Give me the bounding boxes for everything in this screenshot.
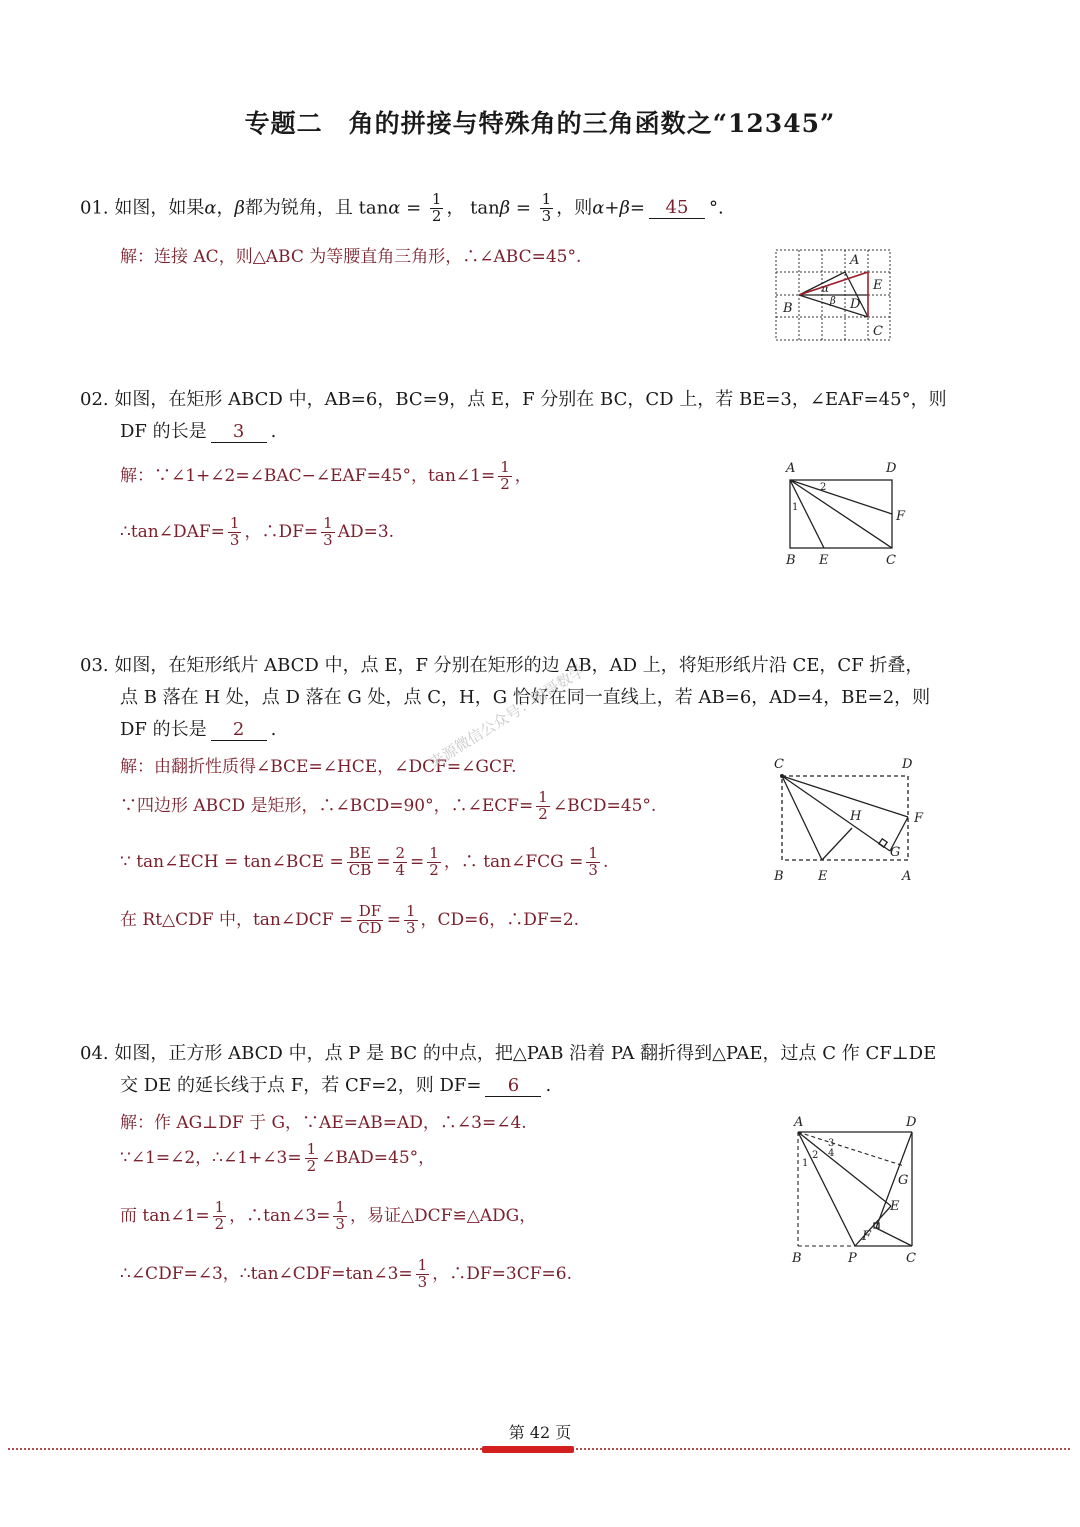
question-2-line-2: DF 的长是 3 . — [120, 421, 277, 442]
figure-3-folded-rectangle — [766, 750, 936, 890]
label-a: A — [850, 253, 860, 268]
label-g: G — [890, 845, 901, 860]
label-g: G — [898, 1173, 909, 1188]
solution-4-line-4: ∴∠CDF=∠3，∴tan∠CDF=tan∠3= $\frac{1}{3}$ ，∴DF=3CF=6. — [120, 1256, 572, 1291]
angle-4-label: 4 — [828, 1148, 835, 1159]
question-number: 02. — [80, 389, 109, 410]
angle-1-label: 1 — [792, 502, 799, 513]
label-f: F — [914, 811, 924, 826]
solution-4-line-1: 解：作 AG⊥DF 于 G，∵AE=AB=AD，∴∠3=∠4. — [120, 1113, 527, 1133]
label-a: A — [786, 461, 796, 476]
label-p: P — [848, 1251, 857, 1266]
fraction: $\frac{1}{2}$ — [431, 190, 442, 225]
question-3-line-2: 点 B 落在 H 处，点 D 落在 G 处，点 C，H，G 恰好在同一直线上，若 AB=6，AD=4，BE=2，则 — [120, 687, 931, 708]
answer-blank: 6 — [485, 1076, 541, 1097]
figure-2-rectangle — [776, 456, 916, 572]
label-c: C — [906, 1251, 916, 1266]
label-b: B — [792, 1251, 802, 1266]
label-b: B — [786, 553, 796, 568]
solution-2-line-1: 解：∵∠1+∠2=∠BAC−∠EAF=45°，tan∠1= $\frac{1}{2}$ ， — [120, 458, 532, 493]
question-4-line-2: 交 DE 的延长线于点 F，若 CF=2，则 DF= 6 . — [120, 1075, 552, 1096]
label-c: C — [886, 553, 896, 568]
label-a: A — [794, 1115, 804, 1130]
label-alpha: α — [822, 284, 829, 295]
question-4: 04. 如图，正方形 ABCD 中，点 P 是 BC 的中点，把△PAB 沿着 PA 翻折得到△PAE，过点 C 作 CF⊥DE — [80, 1043, 937, 1064]
answer-blank: 45 — [649, 198, 705, 219]
label-e: E — [818, 869, 828, 884]
answer-blank: 2 — [211, 720, 267, 741]
footer-accent-bar — [482, 1446, 574, 1453]
watermark: 来源微信公众号：明哥数学 — [426, 661, 589, 772]
question-number: 04. — [80, 1043, 109, 1064]
solution-3-line-2: ∵四边形 ABCD 是矩形，∴∠BCD=90°，∴∠ECF= $\frac{1}{2}$ ∠BCD=45°. — [120, 788, 657, 823]
question-2: 02. 如图，在矩形 ABCD 中，AB=6，BC=9，点 E，F 分别在 BC，CD 上，若 BE=3，∠EAF=45°，则 — [80, 389, 947, 410]
page-number: 第 42 页 — [508, 1423, 572, 1442]
solution-3-line-3: ∵ tan∠ECH = tan∠BCE = $\frac{BE}{CB}$ = $\frac{2}{4}$ = $\frac{1}{2}$ ，∴ tan∠FCG = $\frac{1}{3}$ . — [120, 844, 609, 879]
label-f: F — [896, 509, 906, 524]
question-3-line-3: DF 的长是 2 . — [120, 719, 277, 740]
solution-4-line-3: 而 tan∠1= $\frac{1}{2}$ ，∴tan∠3= $\frac{1}{3}$ ，易证△DCF≌△ADG， — [120, 1198, 537, 1233]
solution-3-line-4: 在 Rt△CDF 中，tan∠DCF = $\frac{DF}{CD}$ = $\frac{1}{3}$ ，CD=6，∴DF=2. — [120, 902, 580, 937]
question-number: 01. — [80, 197, 109, 219]
solution-4-line-2: ∵∠1=∠2，∴∠1+∠3= $\frac{1}{2}$ ∠BAD=45°， — [120, 1140, 436, 1175]
question-number: 03. — [80, 655, 109, 676]
label-d: D — [906, 1115, 917, 1130]
label-d: D — [886, 461, 897, 476]
page-title: 专题二 角的拼接与特殊角的三角函数之“12345” — [244, 109, 836, 138]
label-c: C — [774, 757, 784, 772]
label-a: A — [902, 869, 912, 884]
solution-1: 解：连接 AC，则△ABC 为等腰直角三角形，∴∠ABC=45°. — [120, 247, 582, 267]
label-d: D — [850, 297, 861, 312]
answer-blank: 3 — [211, 422, 267, 443]
figure-1-grid — [770, 244, 896, 344]
angle-2-label: 2 — [820, 482, 827, 493]
label-d: D — [902, 757, 913, 772]
label-b: B — [783, 301, 793, 316]
label-e: E — [819, 553, 829, 568]
label-f: F — [862, 1229, 872, 1244]
question-1: 01. 如图，如果α，β都为锐角，且 tanα = $\frac{1}{2}$ ， tanβ = $\frac{1}{3}$ ，则α+β= 45 °. — [80, 190, 724, 225]
solution-3-line-1: 解：由翻折性质得∠BCE=∠HCE，∠DCF=∠GCF. — [120, 757, 517, 777]
angle-1-label: 1 — [802, 1158, 809, 1169]
label-h: H — [850, 809, 862, 824]
label-e: E — [890, 1199, 900, 1214]
label-c: C — [873, 324, 883, 339]
angle-3-label: 3 — [828, 1138, 835, 1149]
label-beta: β — [830, 296, 836, 307]
solution-2-line-2: ∴tan∠DAF= $\frac{1}{3}$ ，∴DF= $\frac{1}{3}$ AD=3. — [120, 514, 395, 549]
angle-2-label: 2 — [812, 1150, 819, 1161]
figure-4-square — [782, 1110, 932, 1268]
fraction: $\frac{1}{3}$ — [541, 190, 552, 225]
label-e: E — [873, 278, 883, 293]
question-3: 03. 如图，在矩形纸片 ABCD 中，点 E，F 分别在矩形的边 AB，AD 上，将矩形纸片沿 CE，CF 折叠， — [80, 655, 924, 676]
label-b: B — [774, 869, 784, 884]
